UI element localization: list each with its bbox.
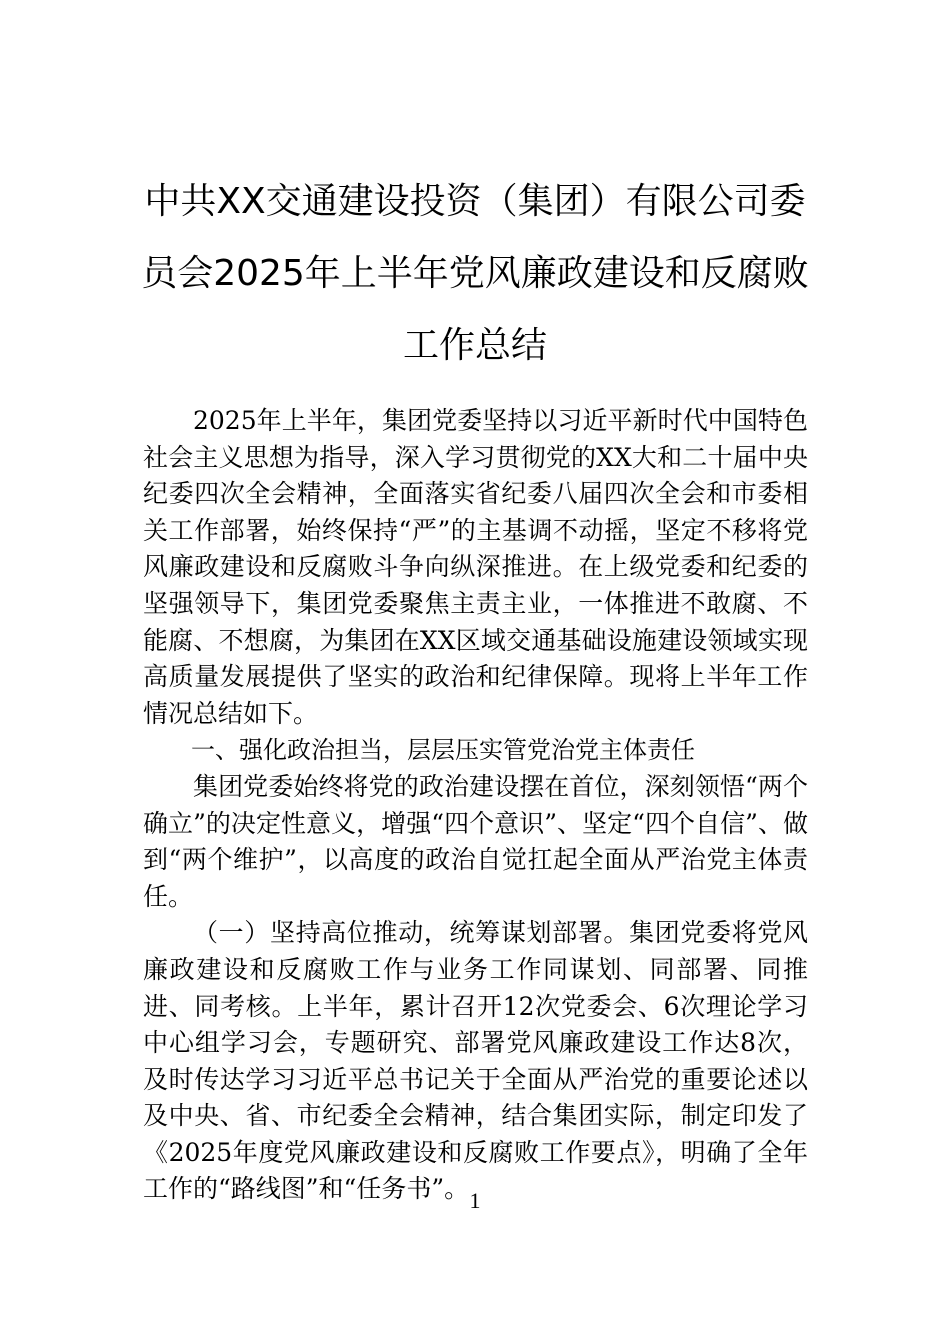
section-1-paragraph: 集团党委始终将党的政治建设摆在首位，深刻领悟“两个确立”的决定性意义，增强“四个意识”、坚定“四个自信”、做到“两个维护”，以高度的政治自觉扛起全面从严治党主体责任。 xyxy=(143,771,808,911)
title-line-3: 工作总结 xyxy=(402,325,547,366)
title-line-2: 员会2025年上半年党风廉政建设和反腐败 xyxy=(141,253,809,294)
title-line-1: 中共XX交通建设投资（集团）有限公司委 xyxy=(144,181,806,222)
subsection-1-paragraph: （一）坚持高位推动，统筹谋划部署。集团党委将党风廉政建设和反腐败工作与业务工作同谋划、同部署、同推进、同考核。上半年，累计召开12次党委会、6次理论学习中心组学习会，专题研究、部署党风廉政建设工作达8次，及时传达学习习近平总书记关于全面从严治党的重要论述以及中央、省、市纪委全会精神，结合集团实际，制定印发了《2025年度党风廉政建设和反腐败工作要点》，明确了全年工作的“路线图”和“任务书”。 xyxy=(143,918,808,1204)
section-heading-1: 一、强化政治担当，层层压实管党治党主体责任 xyxy=(191,736,695,765)
document-title xyxy=(140,166,810,382)
page-number: 1 xyxy=(469,1188,481,1213)
document-body xyxy=(143,403,808,1208)
intro-paragraph: 2025年上半年，集团党委坚持以习近平新时代中国特色社会主义思想为指导，深入学习贯彻党的XX大和二十届中央纪委四次全会精神，全面落实省纪委八届四次全会和市委相关工作部署，始终保持“严”的主基调不动摇，坚定不移将党风廉政建设和反腐败斗争向纵深推进。在上级党委和纪委的坚强领导下，集团党委聚焦主责主业，一体推进不敢腐、不能腐、不想腐，为集团在XX区域交通基础设施建设领域实现高质量发展提供了坚实的政治和纪律保障。现将上半年工作情况总结如下。 xyxy=(143,406,808,728)
